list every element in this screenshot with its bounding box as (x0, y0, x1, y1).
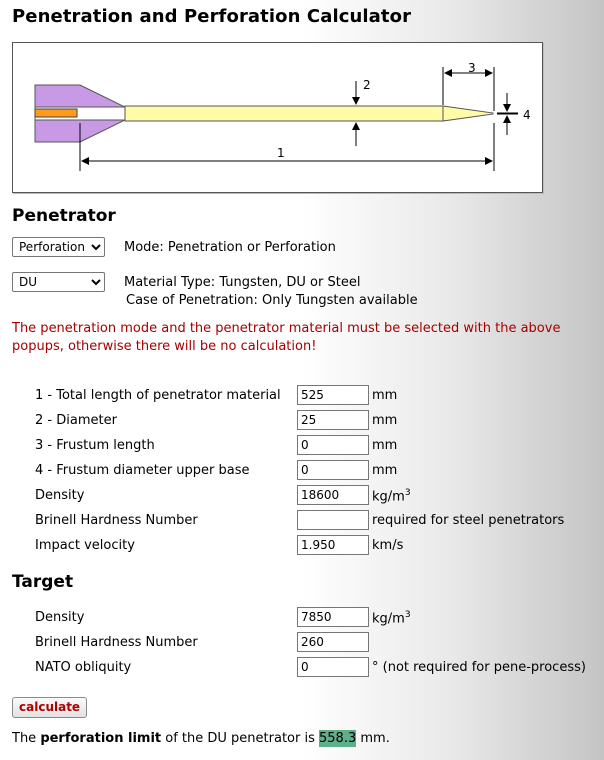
density-unit-text: kg/m (372, 489, 405, 505)
length-input[interactable]: 525 (297, 385, 369, 405)
field-label-brinell: Brinell Hardness Number (35, 513, 198, 528)
target-density-unit (372, 610, 411, 626)
dim-label-3: 3 (468, 61, 476, 75)
diameter-unit: mm (372, 413, 398, 428)
target-label-density: Density (35, 610, 85, 625)
density-unit (372, 488, 411, 504)
field-label-frustum-diameter: 4 - Frustum diameter upper base (35, 463, 250, 478)
warning-message: The penetration mode and the penetrator material must be selected with the above popups, otherwise there will be no calculation! (12, 321, 561, 354)
frustum-diameter-unit: mm (372, 463, 398, 478)
obliquity-input[interactable]: 0 (297, 657, 369, 677)
result-value: 558.3 (319, 731, 357, 746)
material-select[interactable] (12, 272, 105, 292)
penetrator-heading: Penetrator (12, 206, 116, 226)
penetrator-diagram-svg (13, 43, 542, 192)
result-middle: of the DU penetrator is (161, 731, 320, 746)
target-brinell-input[interactable]: 260 (297, 632, 369, 652)
result-prefix: The (12, 731, 41, 746)
dim-label-1: 1 (277, 146, 285, 160)
field-label-density: Density (35, 488, 85, 503)
result-bold: perforation limit (40, 731, 162, 746)
mode-note: Mode: Penetration or Perforation (124, 240, 336, 255)
frustum (443, 106, 493, 121)
rod-body (125, 106, 443, 121)
target-density-input[interactable]: 7850 (297, 607, 369, 627)
frustum-length-input[interactable]: 0 (297, 435, 369, 455)
mode-select[interactable] (12, 237, 105, 257)
target-label-obliquity: NATO obliquity (35, 660, 132, 675)
velocity-unit: km/s (372, 538, 404, 553)
page-title: Penetration and Perforation Calculator (12, 6, 412, 27)
diameter-input[interactable]: 25 (297, 410, 369, 430)
density-input[interactable]: 18600 (297, 485, 369, 505)
case-note: Case of Penetration: Only Tungsten available (126, 293, 418, 308)
field-label-length: 1 - Total length of penetrator material (35, 388, 281, 403)
brinell-input[interactable] (297, 510, 369, 530)
material-note: Material Type: Tungsten, DU or Steel (124, 275, 361, 290)
field-label-velocity: Impact velocity (35, 538, 135, 553)
core (35, 109, 77, 117)
target-density-unit-text: kg/m (372, 611, 405, 627)
target-density-unit-sup: 3 (404, 610, 411, 620)
length-unit: mm (372, 388, 398, 403)
obliquity-unit: ° (not required for pene-process) (372, 660, 586, 675)
target-label-brinell: Brinell Hardness Number (35, 635, 198, 650)
field-label-diameter: 2 - Diameter (35, 413, 117, 428)
frustum-diameter-input[interactable]: 0 (297, 460, 369, 480)
result-line (12, 731, 390, 746)
density-unit-sup: 3 (404, 488, 411, 498)
dim-label-2: 2 (363, 78, 371, 92)
velocity-input[interactable]: 1.950 (297, 535, 369, 555)
target-heading: Target (12, 572, 74, 592)
result-suffix: mm. (356, 731, 390, 746)
dim-label-4: 4 (523, 108, 531, 122)
field-label-frustum-length: 3 - Frustum length (35, 438, 155, 453)
penetrator-diagram (12, 42, 543, 193)
frustum-length-unit: mm (372, 438, 398, 453)
brinell-note: required for steel penetrators (372, 513, 565, 528)
calculate-button[interactable]: calculate (12, 697, 87, 718)
